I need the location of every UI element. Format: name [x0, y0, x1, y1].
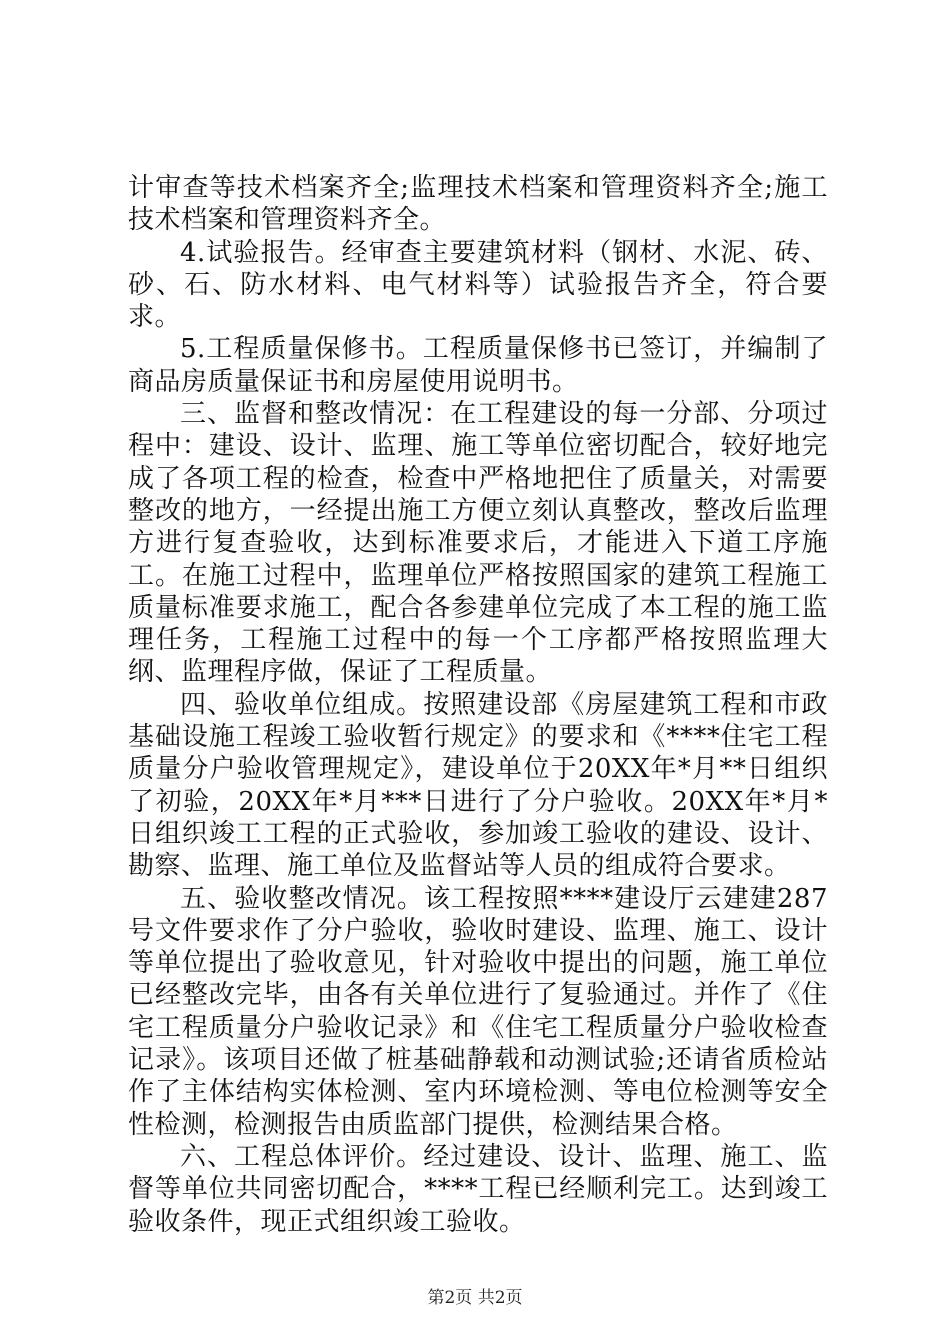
- paragraph-warranty: 5.工程质量保修书。工程质量保修书已签订，并编制了商品房质量保证书和房屋使用说明书。: [128, 334, 828, 397]
- document-body: [128, 172, 828, 1238]
- paragraph-acceptance-rectification: 五、验收整改情况。该工程按照****建设厅云建建287号文件要求作了分户验收，验收时建设、监理、施工、设计等单位提出了验收意见，针对验收中提出的问题，施工单位已经整改完毕，由各有关单位进行了复验通过。并作了《住宅工程质量分户验收记录》和《住宅工程质量分户验收检查记录》。该项目还做了桩基础静载和动测试验;还请省质检站作了主体结构实体检测、室内环境检测、等电位检测等安全性检测，检测报告由质监部门提供，检测结果合格。: [128, 883, 828, 1140]
- page-number-footer: 第2页 共2页: [427, 1288, 523, 1308]
- paragraph-archives-continued: 计审查等技术档案齐全;监理技术档案和管理资料齐全;施工技术档案和管理资料齐全。: [128, 173, 828, 236]
- paragraph-test-reports: 4.试验报告。经审查主要建筑材料（钢材、水泥、砖、砂、石、防水材料、电气材料等）试验报告齐全，符合要求。: [128, 237, 828, 333]
- paragraph-supervision-rectification: 三、监督和整改情况：在工程建设的每一分部、分项过程中：建设、设计、监理、施工等单位密切配合，较好地完成了各项工程的检查，检查中严格地把住了质量关，对需要整改的地方，一经提出施工方便立刻认真整改，整改后监理方进行复查验收，达到标准要求后，才能进入下道工序施工。在施工过程中，监理单位严格按照国家的建筑工程施工质量标准要求施工，配合各参建单位完成了本工程的施工监理任务，工程施工过程中的每一个工序都严格按照监理大纲、监理程序做，保证了工程质量。: [128, 399, 828, 688]
- paragraph-acceptance-units: 四、验收单位组成。按照建设部《房屋建筑工程和市政基础设施工程竣工验收暂行规定》的要求和《****住宅工程质量分户验收管理规定》，建设单位于20XX年*月**日组织了初验，20XX年*月***日进行了分户验收。20XX年*月*日组织竣工工程的正式验收，参加竣工验收的建设、设计、勘察、监理、施工单位及监督站等人员的组成符合要求。: [128, 689, 828, 882]
- paragraph-overall-evaluation: 六、工程总体评价。经过建设、设计、监理、施工、监督等单位共同密切配合，****工程已经顺利完工。达到竣工验收条件，现正式组织竣工验收。: [128, 1141, 828, 1237]
